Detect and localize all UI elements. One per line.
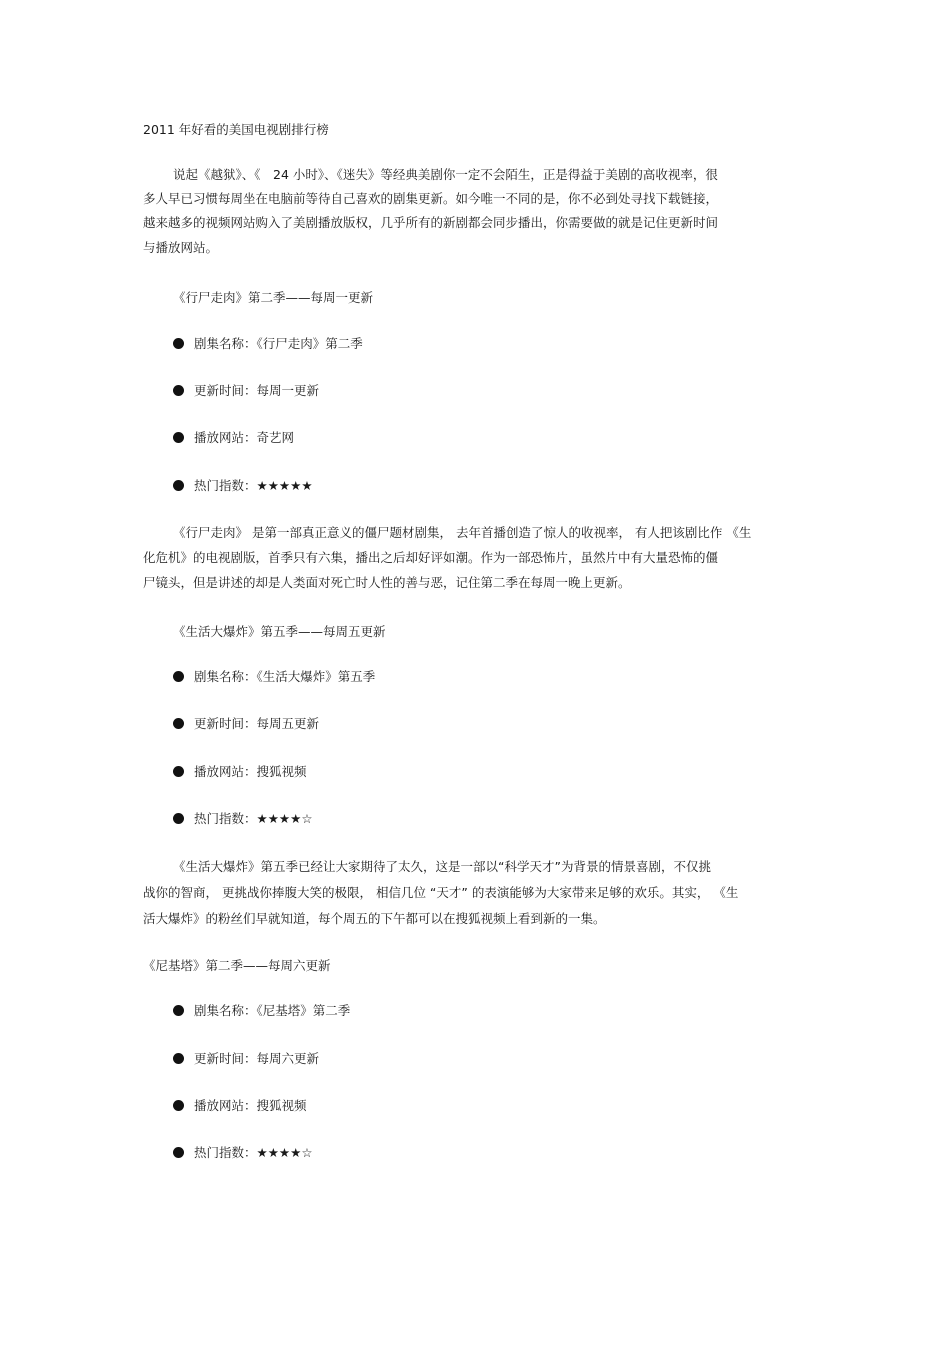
show-description-line: 《生活大爆炸》第五季已经让大家期待了太久，这是一部以“科学天才”为背景的情景喜剧，不仅挑 bbox=[173, 859, 711, 874]
bullet-icon bbox=[173, 671, 184, 682]
bullet-icon bbox=[173, 1100, 184, 1111]
list-item: 热门指数：★★★★☆ bbox=[194, 811, 313, 826]
bullet-icon bbox=[173, 813, 184, 824]
bullet-icon bbox=[173, 1053, 184, 1064]
bullet-icon bbox=[173, 766, 184, 777]
show-heading: 《行尸走肉》第二季——每周一更新 bbox=[173, 290, 374, 305]
list-item: 更新时间：每周六更新 bbox=[194, 1051, 320, 1066]
list-item: 更新时间：每周五更新 bbox=[194, 716, 320, 731]
list-item: 更新时间：每周一更新 bbox=[194, 383, 320, 398]
show-description-line: 活大爆炸》的粉丝们早就知道，每个周五的下午都可以在搜狐视频上看到新的一集。 bbox=[143, 911, 606, 926]
show-description-line: 战你的智商， 更挑战你捧腹大笑的极限， 相信几位 “天才” 的表演能够为大家带来足够的欢乐。其实， 《生 bbox=[143, 885, 739, 900]
bullet-icon bbox=[173, 1005, 184, 1016]
list-item: 剧集名称：《尼基塔》第二季 bbox=[194, 1003, 351, 1018]
bullet-icon bbox=[173, 718, 184, 729]
bullet-icon bbox=[173, 432, 184, 443]
list-item: 热门指数：★★★★★ bbox=[194, 478, 313, 493]
bullet-icon bbox=[173, 480, 184, 491]
list-item: 热门指数：★★★★☆ bbox=[194, 1145, 313, 1160]
show-heading: 《生活大爆炸》第五季——每周五更新 bbox=[173, 624, 386, 639]
page-title: 2011 年好看的美国电视剧排行榜 bbox=[143, 122, 329, 137]
bullet-icon bbox=[173, 338, 184, 349]
intro-line: 与播放网站。 bbox=[143, 240, 219, 255]
show-heading: 《尼基塔》第二季——每周六更新 bbox=[143, 958, 331, 973]
intro-line: 说起《越狱》、《 24 小时》、《迷失》等经典美剧你一定不会陌生，正是得益于美剧的高收视率，很 bbox=[173, 167, 718, 182]
list-item: 播放网站：搜狐视频 bbox=[194, 764, 307, 779]
list-item: 播放网站：搜狐视频 bbox=[194, 1098, 307, 1113]
list-item: 播放网站：奇艺网 bbox=[194, 430, 295, 445]
list-item: 剧集名称：《生活大爆炸》第五季 bbox=[194, 669, 376, 684]
bullet-icon bbox=[173, 1147, 184, 1158]
bullet-icon bbox=[173, 385, 184, 396]
show-description-line: 化危机》的电视剧版，首季只有六集，播出之后却好评如潮。作为一部恐怖片，虽然片中有大量恐怖的僵 bbox=[143, 550, 719, 565]
intro-line: 多人早已习惯每周坐在电脑前等待自己喜欢的剧集更新。如今唯一不同的是，你不必到处寻找下载链接， bbox=[143, 191, 719, 206]
intro-line: 越来越多的视频网站购入了美剧播放版权，几乎所有的新剧都会同步播出，你需要做的就是记住更新时间 bbox=[143, 215, 719, 230]
list-item: 剧集名称：《行尸走肉》第二季 bbox=[194, 336, 363, 351]
show-description-line: 《行尸走肉》 是第一部真正意义的僵尸题材剧集， 去年首播创造了惊人的收视率， 有人把该剧比作 《生 bbox=[173, 525, 752, 540]
show-description-line: 尸镜头，但是讲述的却是人类面对死亡时人性的善与恶，记住第二季在每周一晚上更新。 bbox=[143, 575, 631, 590]
